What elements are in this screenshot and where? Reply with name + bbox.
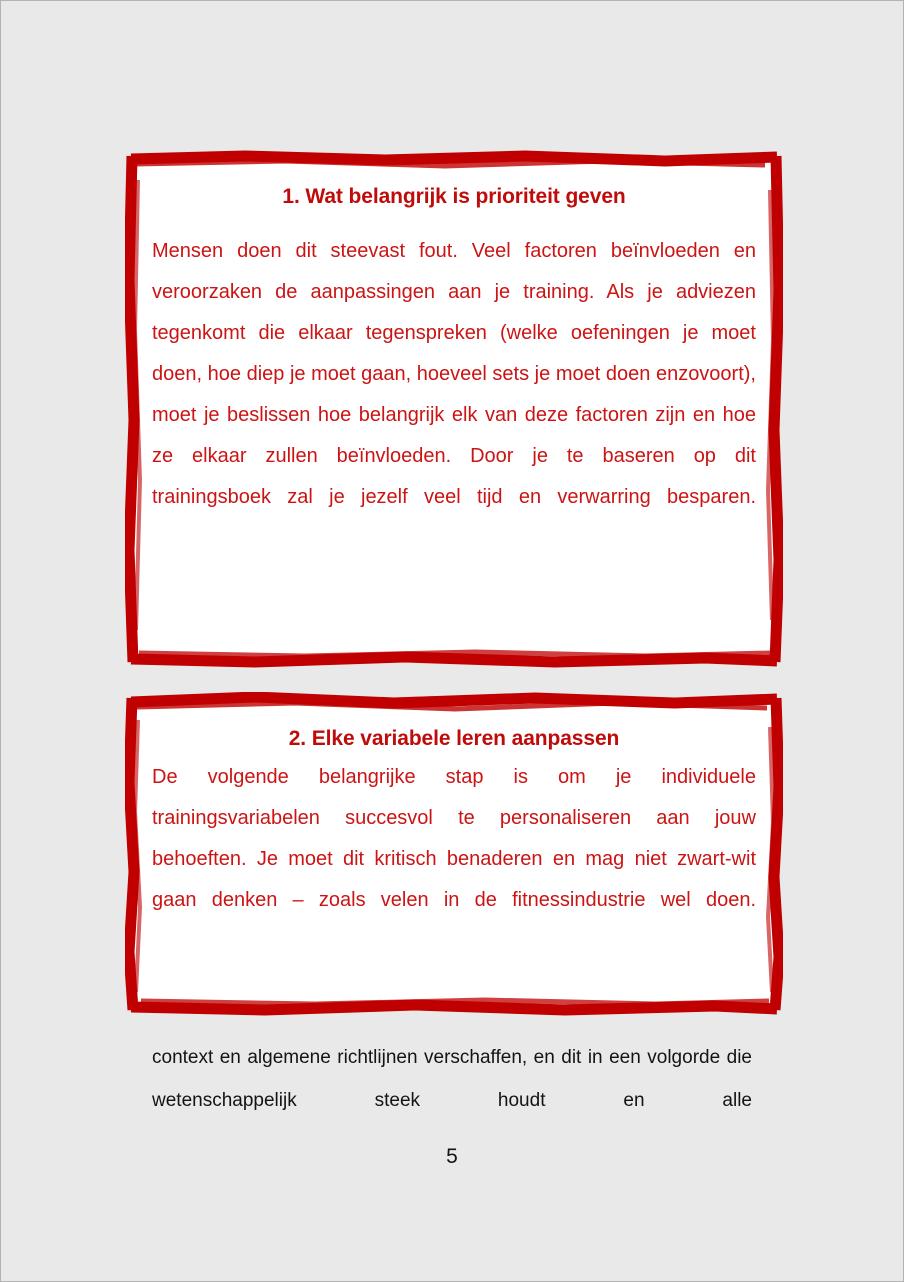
callout-1-text: Mensen doen dit steevast fout. Veel factoren beïnvloeden en veroorzaken de aanpassingen aan je training. Als je adviezen tegenkomt die elkaar tegenspreken (welke oefeningen je moet doen, hoe diep je moet gaan, hoeveel sets je moet doen enzovoort), moet je beslissen hoe belangrijk elk van deze factoren zijn en hoe ze elkaar zullen beïnvloeden. Door je te baseren op dit trainingsboek zal je jezelf veel tijd en verwarring besparen. — [152, 240, 756, 508]
page-number: 5 — [446, 1145, 458, 1168]
callout-2-title: 2. Elke variabele leren aanpassen — [288, 727, 620, 750]
body-paragraph: context en algemene richtlijnen verschaffen, en dit in een volgorde die wetenschappelijk steek houdt en alle — [152, 1047, 752, 1111]
callout-box-1 — [130, 155, 778, 663]
callout-1-title: 1. Wat belangrijk is prioriteit geven — [282, 185, 626, 208]
callout-box-2 — [130, 697, 778, 1011]
callout-2-text: De volgende belangrijke stap is om je individuele trainingsvariabelen succesvol te personaliseren aan jouw behoeften. Je moet dit kritisch benaderen en mag niet zwart-wit gaan denken – zoals velen in de fitnessindustrie wel doen. — [152, 766, 756, 911]
